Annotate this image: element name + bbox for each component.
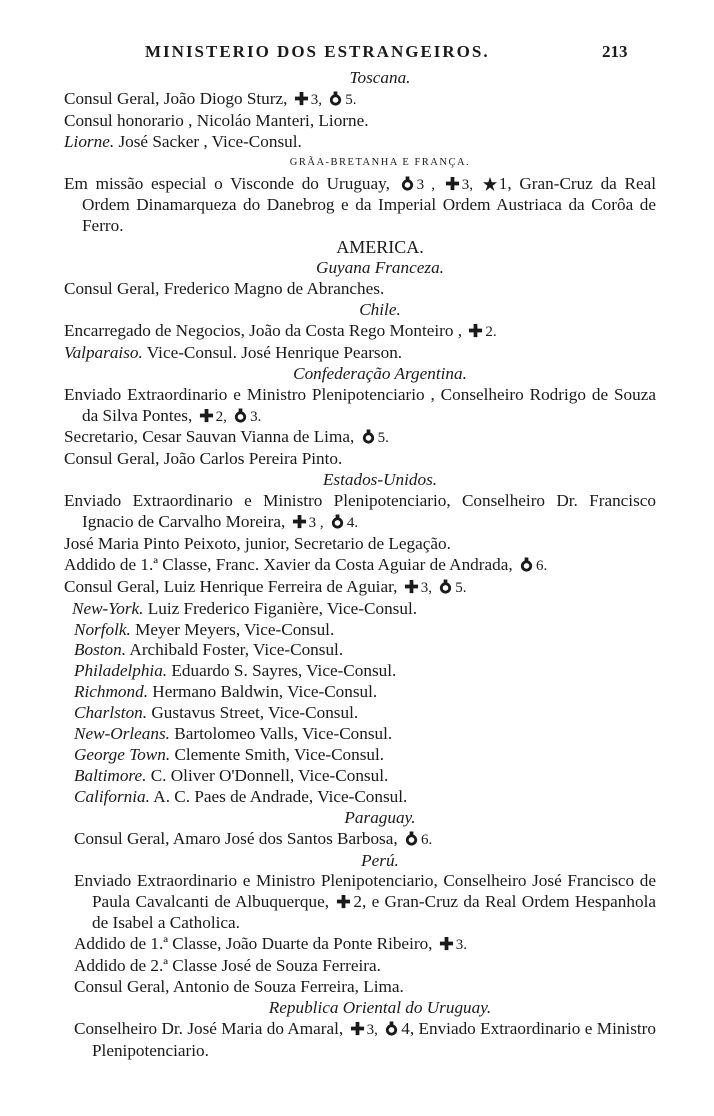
- list-entry: Addido de 2.ª Classe José de Souza Ferreira.: [74, 956, 381, 976]
- list-entry: Consul Geral, Frederico Magno de Abranches.: [64, 279, 385, 299]
- place-label: Philadelphia.: [74, 661, 168, 681]
- section-heading: Paraguay.: [344, 807, 416, 827]
- medal-order-icon: [384, 1021, 399, 1037]
- place-label: Valparaiso.: [64, 342, 143, 362]
- list-entry: California. A. C. Paes de Andrade, Vice-Consul.: [74, 786, 408, 806]
- list-entry: New-Orleans. Bartolomeo Valls, Vice-Consul.: [74, 724, 393, 744]
- star-order-icon: [483, 177, 497, 191]
- cross-order-icon: [439, 936, 454, 951]
- section-heading: Estados-Unidos.: [322, 470, 438, 490]
- medal-order-icon: [519, 557, 534, 573]
- medal-order-icon: [330, 514, 345, 530]
- list-entry: Encarregado de Negocios, João da Costa Rego Monteiro , 2.: [64, 320, 497, 340]
- place-label: New-York.: [72, 598, 144, 618]
- list-entry: Consul Geral, João Diogo Sturz, 3, 5.: [64, 88, 357, 108]
- list-entry: Conselheiro Dr. José Maria do Amaral, 3, 4, Enviado Extraordinario e Ministro Plenipotenciario.: [74, 1018, 656, 1060]
- place-label: Norfolk.: [74, 619, 131, 639]
- list-entry: Norfolk. Meyer Meyers, Vice-Consul.: [74, 619, 335, 639]
- page-body: [64, 68, 656, 1062]
- place-label: Boston.: [74, 640, 127, 660]
- section-heading: AMERICA.: [336, 237, 424, 258]
- list-entry: Philadelphia. Eduardo S. Sayres, Vice-Consul.: [74, 661, 397, 681]
- place-label: New-Orleans.: [74, 724, 170, 744]
- running-header: [0, 42, 714, 64]
- place-label: George Town.: [74, 745, 171, 764]
- list-entry: Consul Geral, Amaro José dos Santos Barbosa, 6.: [74, 828, 433, 848]
- cross-order-icon: [294, 91, 309, 106]
- list-entry: Valparaiso. Vice-Consul. José Henrique Pearson.: [64, 342, 403, 362]
- place-label: Charlston.: [74, 703, 148, 723]
- cross-order-icon: [292, 514, 307, 529]
- cross-order-icon: [445, 176, 460, 191]
- list-entry: New-York. Luiz Frederico Figanière, Vice-Consul.: [72, 598, 418, 618]
- medal-order-icon: [438, 579, 453, 595]
- list-entry: Enviado Extraordinario e Ministro Plenipotenciario , Conselheiro Rodrigo de Souza da Silva Pontes, 2, 3.: [64, 384, 656, 425]
- place-label: California.: [74, 786, 150, 806]
- list-entry: Enviado Extraordinario e Ministro Plenipotenciario, Conselheiro Dr. Francisco Ignacio de Carvalho Moreira, 3 , 4.: [64, 491, 656, 532]
- section-heading: Guyana Franceza.: [316, 258, 444, 278]
- cross-order-icon: [468, 323, 483, 338]
- place-label: Liorne.: [64, 131, 115, 151]
- list-entry: Consul Geral, Luiz Henrique Ferreira de Aguiar, 3, 5.: [64, 576, 467, 596]
- list-entry: Em missão especial o Visconde do Uruguay, 3 , 3, 1, Gran-Cruz da Real Ordem Dinamarqueza do Danebrog e da Imperial Ordem Austriaca da Corôa de Ferro.: [64, 173, 656, 236]
- list-entry: Secretario, Cesar Sauvan Vianna de Lima, 5.: [64, 427, 389, 447]
- cross-order-icon: [199, 408, 214, 423]
- list-entry: Addido de 1.ª Classe, João Duarte da Ponte Ribeiro, 3.: [74, 934, 468, 954]
- place-label: Baltimore.: [74, 765, 147, 785]
- list-entry: Liorne. José Sacker , Vice-Consul.: [64, 131, 302, 151]
- section-heading: Perú.: [361, 850, 399, 870]
- medal-order-icon: [400, 176, 415, 192]
- list-entry: Consul Geral, João Carlos Pereira Pinto.: [64, 449, 343, 469]
- place-label: Richmond.: [74, 682, 148, 702]
- list-entry: Consul Geral, Antonio de Souza Ferreira, Lima.: [74, 976, 404, 996]
- list-entry: Addido de 1.ª Classe, Franc. Xavier da Costa Aguiar de Andrada, 6.: [64, 554, 548, 574]
- list-entry: José Maria Pinto Peixoto, junior, Secretario de Legação.: [64, 533, 451, 553]
- list-entry: Charlston. Gustavus Street, Vice-Consul.: [74, 703, 359, 723]
- cross-order-icon: [336, 894, 351, 909]
- section-heading: GRÃA-BRETANHA E FRANÇA.: [289, 156, 471, 168]
- list-entry: Richmond. Hermano Baldwin, Vice-Consul.: [74, 682, 378, 702]
- list-entry: Baltimore. C. Oliver O'Donnell, Vice-Consul.: [74, 765, 389, 785]
- list-entry: George Town. Clemente Smith, Vice-Consul.: [74, 745, 385, 764]
- medal-order-icon: [328, 91, 343, 107]
- list-entry: Enviado Extraordinario e Ministro Plenipotenciario, Conselheiro José Francisco de Paula Cavalcanti de Albuquerque, 2, e Gran-Cruz da Real Ordem Hespanhola de Isabel a Catholica.: [74, 871, 656, 933]
- section-heading: Toscana.: [349, 68, 411, 87]
- medal-order-icon: [361, 429, 376, 445]
- header-title: MINISTERIO DOS ESTRANGEIROS.: [145, 42, 490, 61]
- cross-order-icon: [350, 1021, 365, 1036]
- section-heading: Chile.: [359, 299, 401, 319]
- cross-order-icon: [404, 579, 419, 594]
- medal-order-icon: [404, 831, 419, 847]
- page-number: 213: [602, 42, 628, 61]
- list-entry: Boston. Archibald Foster, Vice-Consul.: [74, 640, 344, 660]
- section-heading: Confederação Argentina.: [293, 363, 467, 383]
- medal-order-icon: [233, 408, 248, 424]
- section-heading: Republica Oriental do Uruguay.: [268, 997, 492, 1017]
- list-entry: Consul honorario , Nicoláo Manteri, Liorne.: [64, 110, 369, 130]
